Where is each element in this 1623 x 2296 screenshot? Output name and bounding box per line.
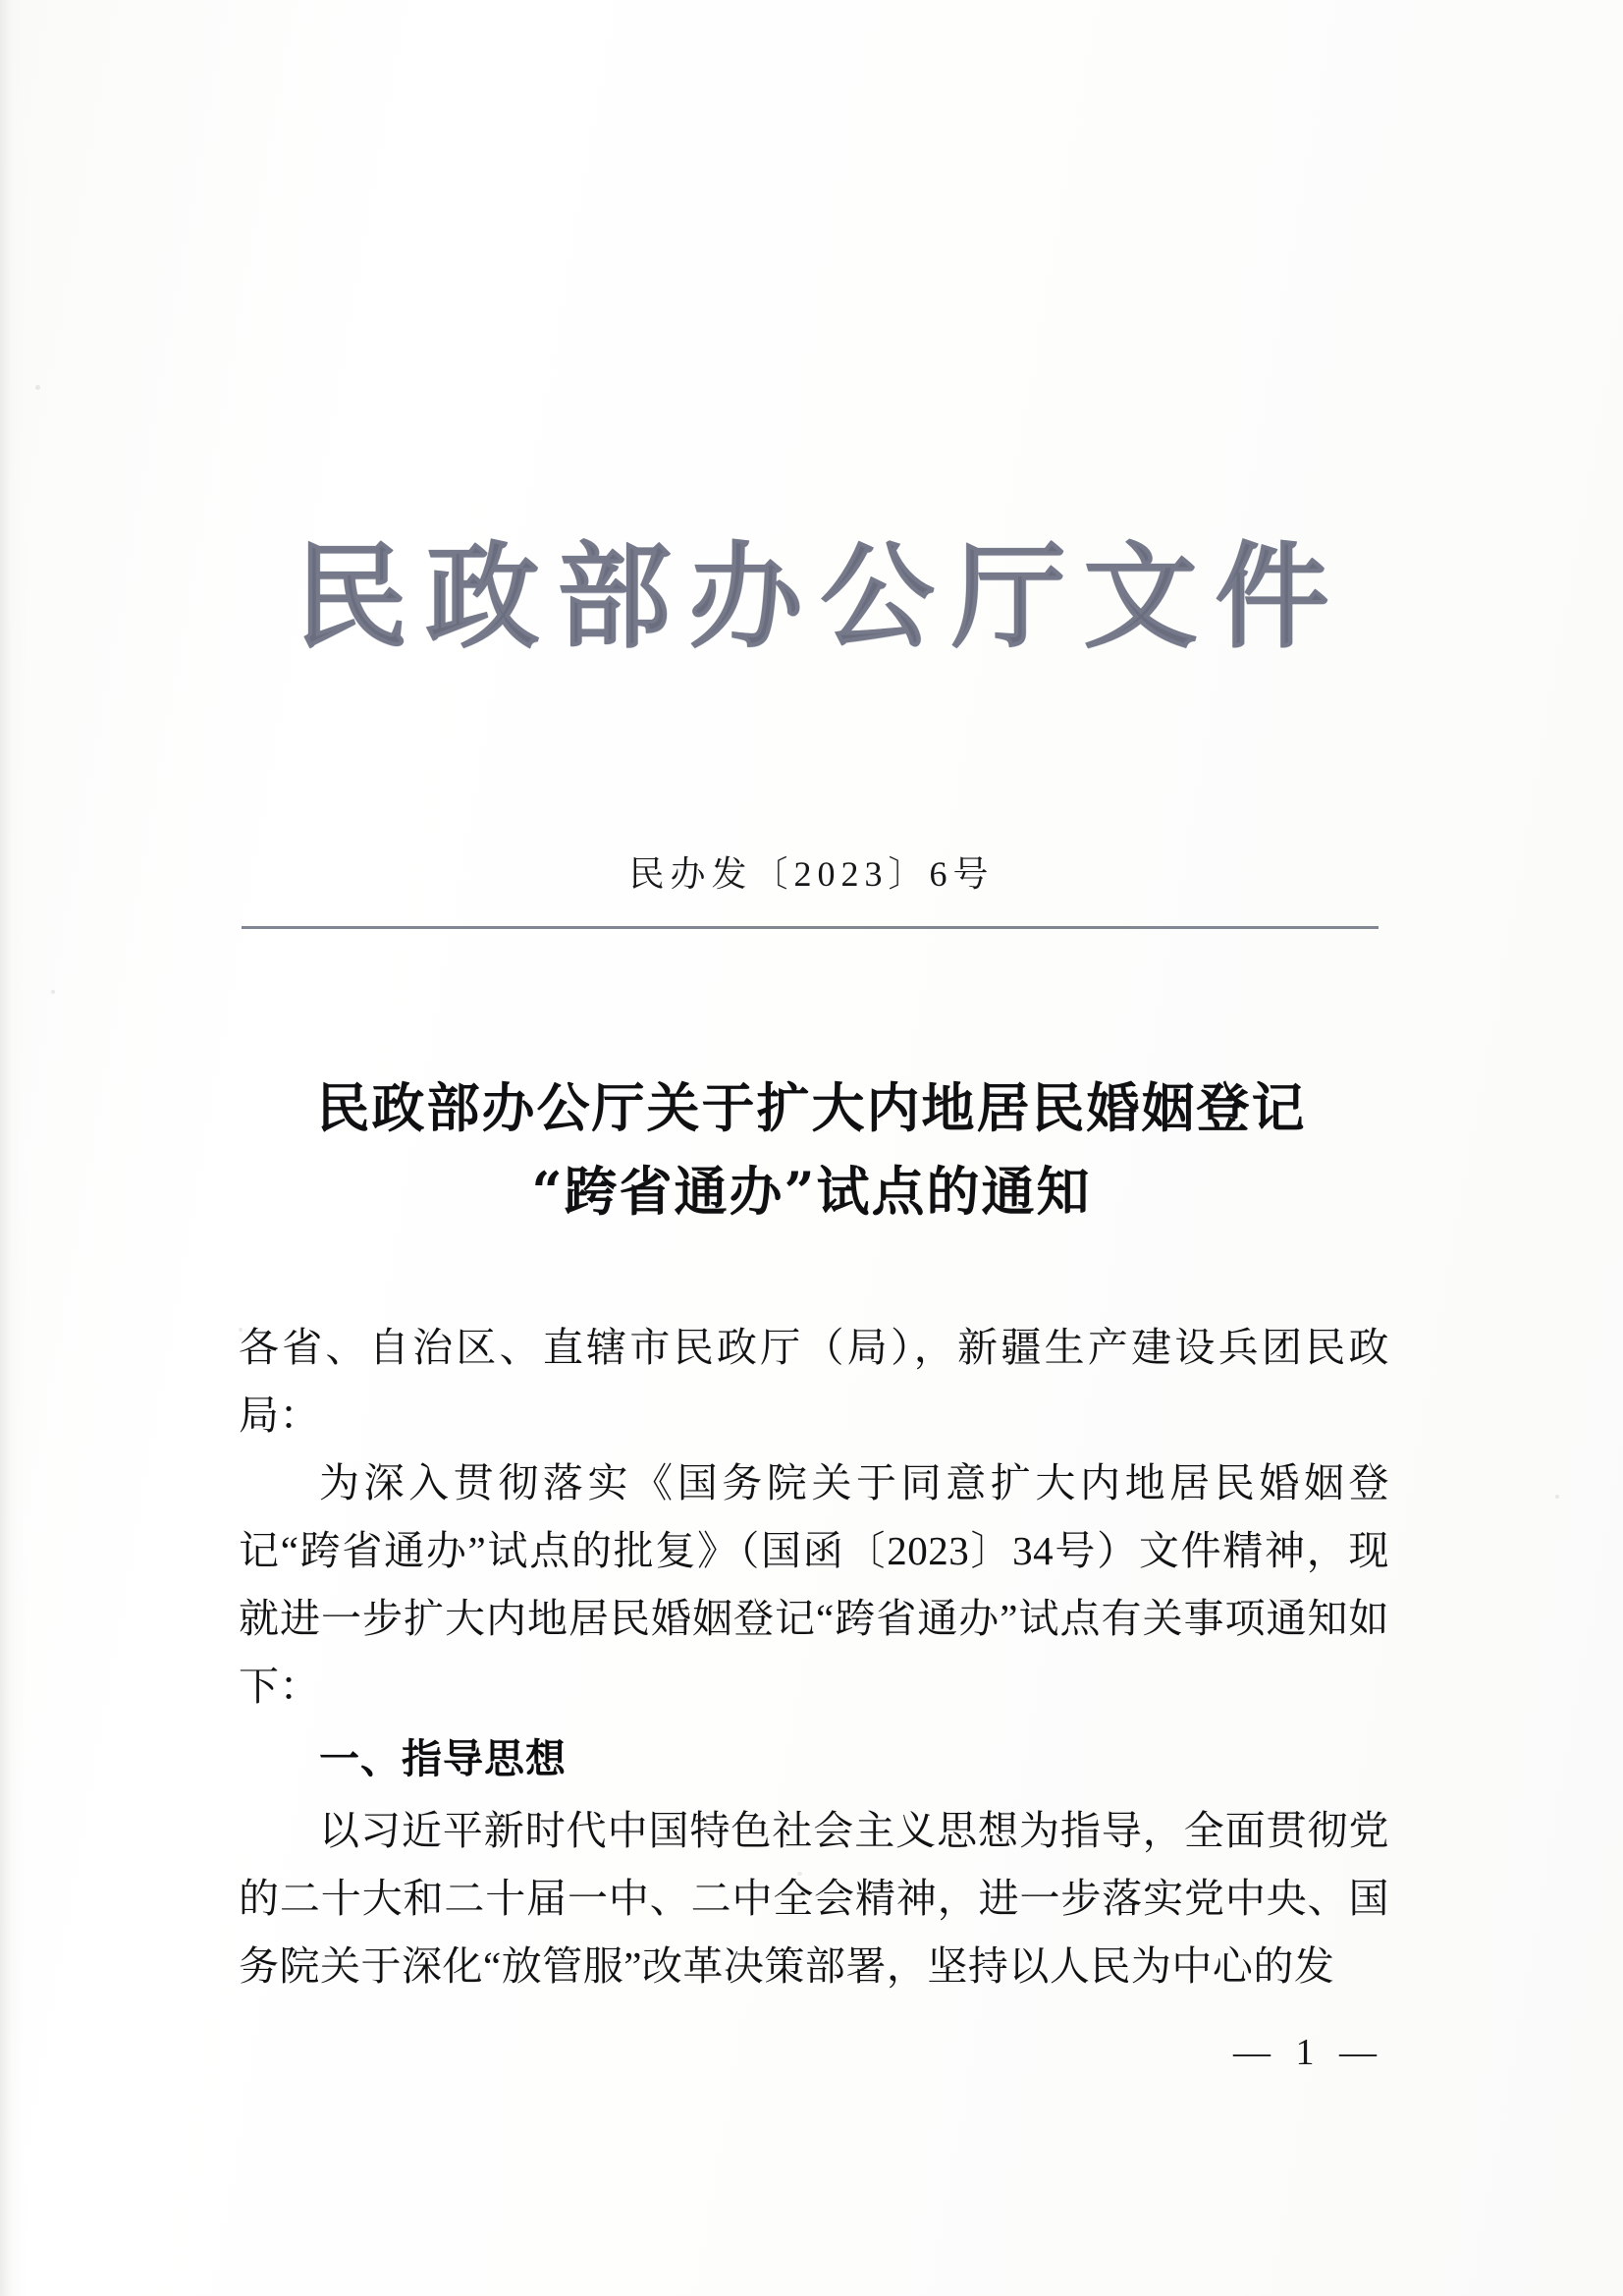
addressee-line: 各省、自治区、直辖市民政厅（局），新疆生产建设兵团民政局： bbox=[239, 1325, 1389, 1438]
document-body bbox=[239, 1314, 1389, 2000]
scan-speckle bbox=[1555, 1495, 1559, 1499]
masthead-text: 民政部办公厅文件 bbox=[294, 530, 1347, 664]
masthead bbox=[0, 530, 1623, 665]
document-number: 民办发〔2023〕6号 bbox=[628, 854, 995, 894]
section-heading-1: 一、指导思想 bbox=[319, 1735, 567, 1782]
scan-speckle bbox=[51, 990, 55, 994]
intro-paragraph: 为深入贯彻落实《国务院关于同意扩大内地居民婚姻登记“跨省通办”试点的批复》（国函〔2023〕34号）文件精神，现就进一步扩大内地居民婚姻登记“跨省通办”试点有关事项通知如下： bbox=[239, 1460, 1389, 1709]
page-number: — 1 — bbox=[1233, 2032, 1384, 2073]
page-title-line-2: “跨省通办”试点的通知 bbox=[531, 1160, 1092, 1224]
masthead-divider-rule bbox=[242, 926, 1379, 929]
scan-speckle bbox=[35, 385, 40, 390]
page-title-line-1: 民政部办公厅关于扩大内地居民婚姻登记 bbox=[316, 1076, 1307, 1139]
page-title bbox=[0, 1066, 1623, 1234]
document-number-row bbox=[0, 847, 1623, 897]
section-1-paragraph: 以习近平新时代中国特色社会主义思想为指导，全面贯彻党的二十大和二十届一中、二中全会精神，进一步落实党中央、国务院关于深化“放管服”改革决策部署，坚持以人民为中心的发 bbox=[239, 1808, 1389, 1989]
